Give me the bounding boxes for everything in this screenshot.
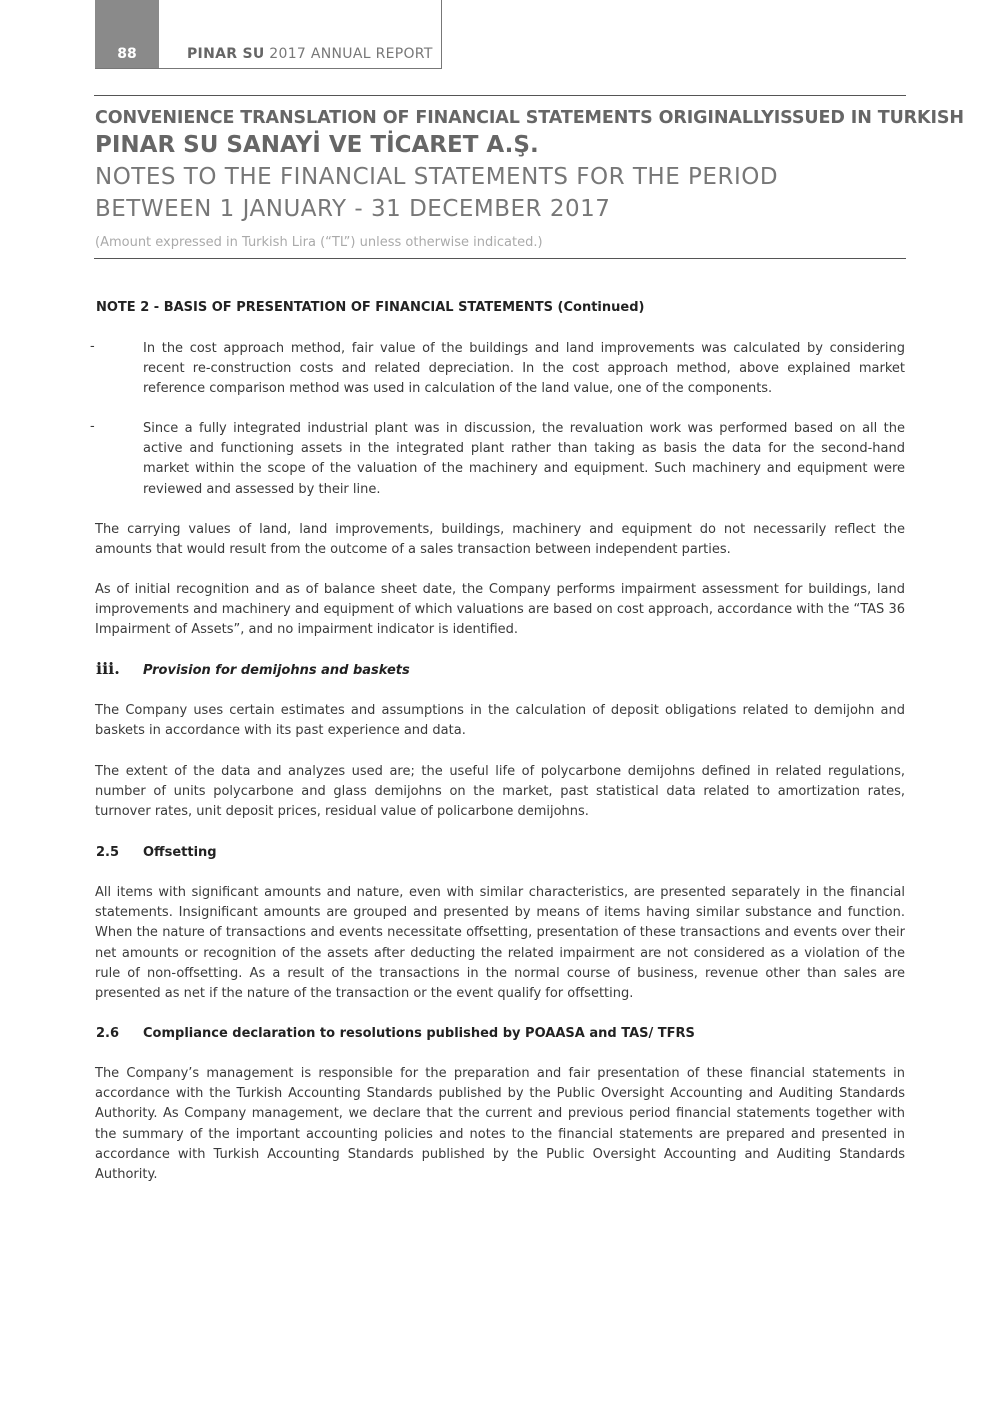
note-heading: NOTE 2 - BASIS OF PRESENTATION OF FINANCIAL STATEMENTS (Continued): [96, 300, 645, 315]
bullet-dash: -: [90, 339, 95, 354]
page-number: 88: [117, 46, 137, 62]
brand-name: PINAR SU: [187, 46, 265, 62]
paragraph-estimates: The Company uses certain estimates and assumptions in the calculation of deposit obligations related to demijohn and baskets in accordance with its past experience and data.: [95, 703, 905, 739]
amount-note: (Amount expressed in Turkish Lira (“TL”) unless otherwise indicated.): [95, 235, 543, 250]
bullet-text: Since a fully integrated industrial plant was in discussion, the revaluation work was performed based on all the active and functioning assets in the integrated plant rather than taking as basis the data for the second-hand market within the scope of the valuation of the machinery and equipment. Such machinery and equipment were reviewed and assessed by their line.: [143, 421, 905, 497]
bullet-dash: -: [90, 419, 95, 434]
title-top-rule: [94, 95, 906, 96]
notes-title-line1: NOTES TO THE FINANCIAL STATEMENTS FOR THE PERIOD: [95, 164, 779, 190]
report-name: 2017 ANNUAL REPORT: [269, 46, 433, 62]
section-number-iii: iii.: [96, 659, 120, 678]
report-title: [187, 46, 433, 62]
paragraph-compliance: The Company’s management is responsible for the preparation and fair presentation of these financial statements in accordance with the Turkish Accounting Standards published by the Public Oversight Accounting and Auditing Standards Authority. As Company management, we declare that the current and previous period financial statements together with the summary of the important accounting policies and notes to the financial statements are prepared and presented in accordance with Turkish Accounting Standards published by the Public Oversight Accounting and Auditing Standards Authority.: [95, 1066, 905, 1183]
bullet-text: In the cost approach method, fair value of the buildings and land improvements was calculated by considering recent re-construction costs and related depreciation. In the cost approach method, above explained market reference comparison method was used in calculation of the land value, one of the components.: [143, 341, 905, 397]
translation-notice: CONVENIENCE TRANSLATION OF FINANCIAL STATEMENTS ORIGINALLYISSUED IN TURKISH: [95, 108, 964, 128]
title-bottom-rule: [94, 258, 906, 259]
paragraph-carrying-values: The carrying values of land, land improvements, buildings, machinery and equipment do not necessarily reflect the amounts that would result from the outcome of a sales transaction between independent parties.: [95, 522, 905, 558]
paragraph-data-extent: The extent of the data and analyzes used are; the useful life of polycarbone demijohns defined in related regulations, number of units polycarbone and glass demijohns on the market, past statistical data related to amortization rates, turnover rates, unit deposit prices, residual value of policarbone demijohns.: [95, 764, 905, 820]
section-title-offsetting: Offsetting: [143, 845, 217, 860]
section-title-compliance: Compliance declaration to resolutions published by POAASA and TAS/ TFRS: [143, 1026, 695, 1041]
section-number-2-5: 2.5: [96, 845, 120, 860]
page-number-box: [95, 0, 159, 68]
notes-title-line2: BETWEEN 1 JANUARY - 31 DECEMBER 2017: [95, 196, 611, 222]
page-header-tab: [95, 0, 442, 69]
section-number-2-6: 2.6: [96, 1026, 120, 1041]
paragraph-impairment: As of initial recognition and as of balance sheet date, the Company performs impairment assessment for buildings, land improvements and machinery and equipment of which valuations are based on cost approach, accordance with the “TAS 36 Impairment of Assets”, and no impairment indicator is identified.: [95, 582, 905, 638]
section-title-demijohns: Provision for demijohns and baskets: [143, 663, 410, 678]
paragraph-offsetting: All items with significant amounts and nature, even with similar characteristics, are presented separately in the financial statements. Insignificant amounts are grouped and presented by means of items having similar substance and function. When the nature of transactions and events necessitate offsetting, presentation of these transactions and events over their net amounts or recognition of the assets after deducting the related impairment are not considered as a violation of the rule of non-offsetting. As a result of the transactions in the normal course of business, revenue other than sales are presented as net if the nature of the transaction or the event qualify for offsetting.: [95, 885, 905, 1002]
company-name: PINAR SU SANAYİ VE TİCARET A.Ş.: [95, 132, 539, 158]
